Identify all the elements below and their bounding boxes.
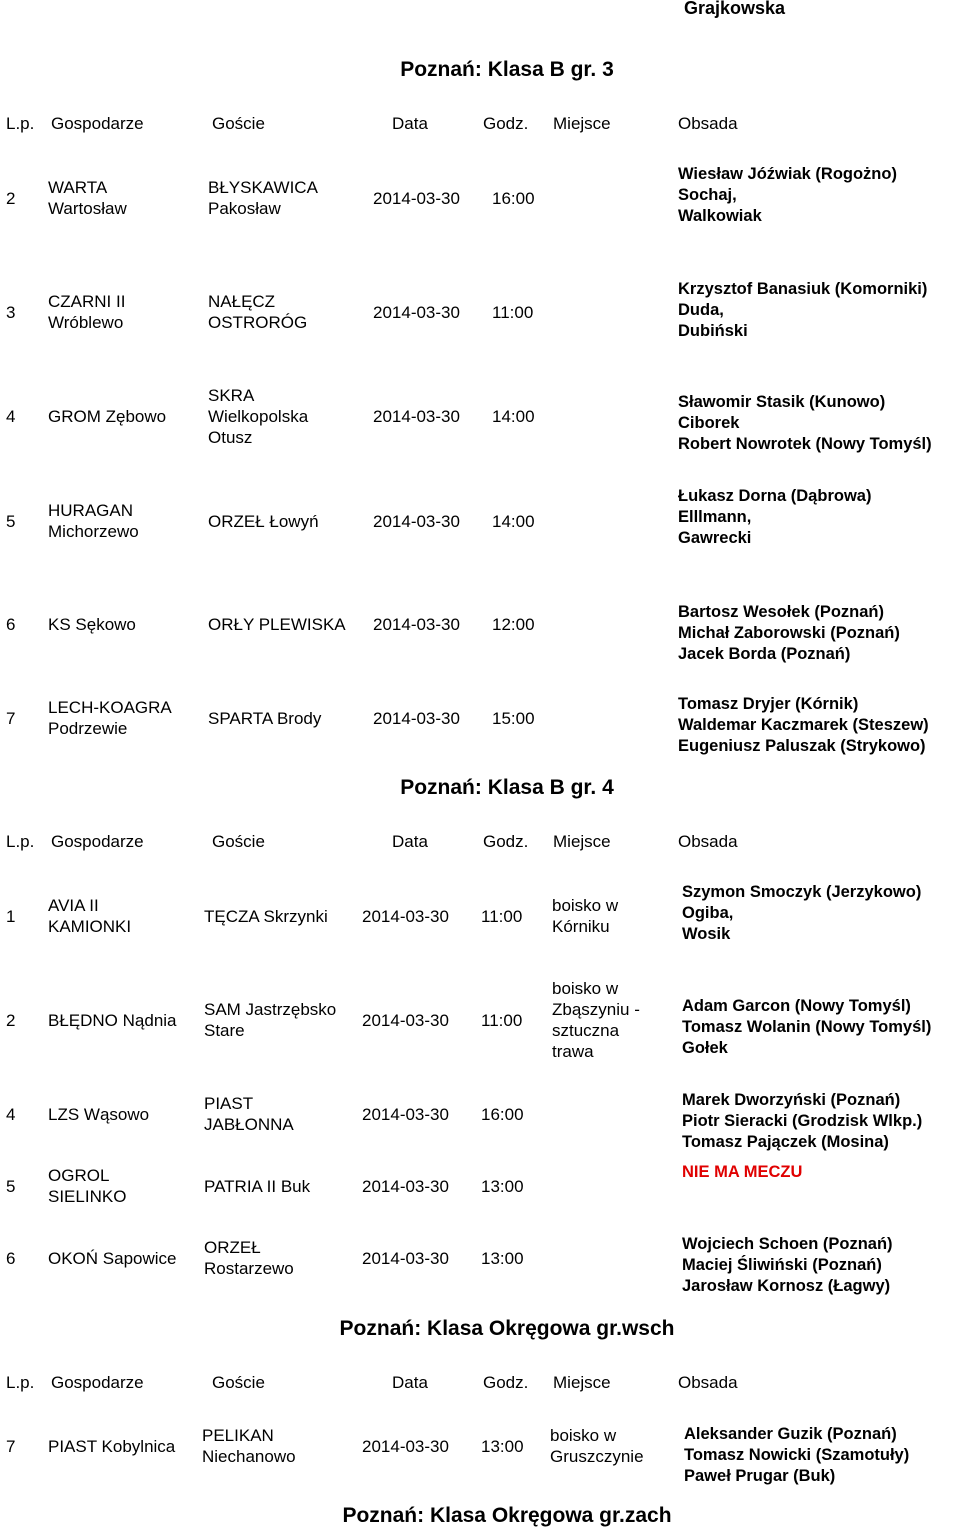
away-team: OSTRORÓG (208, 313, 308, 332)
referee: Tomasz Nowicki (Szamotuły) (684, 1445, 910, 1464)
match-venue: Gruszczynie (550, 1447, 644, 1466)
referee: Ciborek (678, 413, 740, 432)
section-title: Poznań: Klasa B gr. 3 (400, 58, 614, 81)
referee: Michał Zaborowski (Poznań) (678, 623, 900, 642)
referee: Aleksander Guzik (Poznań) (684, 1424, 897, 1443)
home-team: HURAGAN (48, 501, 134, 520)
match-time: 14:00 (492, 511, 535, 531)
match-number: 3 (6, 302, 16, 322)
match-date: 2014-03-30 (362, 1104, 449, 1124)
header-lp: L.p. (6, 832, 35, 851)
referee: Tomasz Pajączek (Mosina) (682, 1132, 889, 1151)
match-date: 2014-03-30 (362, 1176, 449, 1196)
referee: Jacek Borda (Poznań) (678, 644, 851, 663)
header-date: Data (392, 832, 428, 851)
match-date: 2014-03-30 (373, 302, 460, 322)
match-time: 13:00 (481, 1248, 524, 1268)
away-team: SAM Jastrzębsko (204, 1000, 337, 1019)
referee: Gawrecki (678, 528, 752, 547)
away-team: TĘCZA Skrzynki (204, 906, 328, 926)
match-venue: trawa (552, 1042, 594, 1061)
referee: Jarosław Kornosz (Łagwy) (682, 1276, 891, 1295)
away-team: Wielkopolska (208, 406, 309, 426)
away-team: PIAST (204, 1094, 254, 1113)
referee: Ogiba, (682, 903, 734, 922)
header-place: Miejsce (553, 114, 611, 133)
header-time: Godz. (483, 1373, 529, 1392)
referee: Adam Garcon (Nowy Tomyśl) (682, 996, 911, 1015)
referee: Krzysztof Banasiuk (Komorniki) (678, 279, 928, 298)
match-number: 4 (6, 406, 16, 426)
referee: Eugeniusz Paluszak (Strykowo) (678, 736, 926, 755)
referee: Wosik (682, 924, 731, 943)
match-number: 2 (6, 1010, 16, 1030)
referee: Elllmann, (678, 507, 752, 526)
match-date: 2014-03-30 (362, 1010, 449, 1030)
header-date: Data (392, 114, 428, 133)
away-team: PATRIA II Buk (204, 1176, 311, 1196)
referee: Szymon Smoczyk (Jerzykowo) (682, 882, 922, 901)
referee: Duda, (678, 300, 724, 319)
away-team: SKRA (208, 385, 255, 405)
match-date: 2014-03-30 (373, 188, 460, 208)
away-team: NAŁĘCZ (208, 292, 276, 311)
referee: Dubiński (678, 321, 748, 340)
match-number: 5 (6, 1176, 16, 1196)
match-time: 11:00 (492, 302, 534, 322)
match-time: 16:00 (492, 188, 535, 208)
match-time: 14:00 (492, 406, 535, 426)
home-team: CZARNI II (48, 292, 126, 311)
header-away: Goście (212, 114, 265, 133)
header-referees: Obsada (678, 114, 738, 133)
away-team: Stare (204, 1021, 245, 1040)
header-time: Godz. (483, 114, 529, 133)
away-team: Otusz (208, 427, 253, 447)
home-team: PIAST Kobylnica (48, 1436, 176, 1456)
header-home: Gospodarze (51, 832, 144, 851)
match-date: 2014-03-30 (373, 511, 460, 531)
referee: Walkowiak (678, 206, 762, 225)
referee: Tomasz Dryjer (Kórnik) (678, 694, 859, 713)
referee: Wojciech Schoen (Poznań) (682, 1234, 893, 1253)
away-team: JABŁONNA (204, 1115, 294, 1134)
home-team: SIELINKO (48, 1187, 127, 1206)
header-home: Gospodarze (51, 1373, 144, 1392)
top-name: Grajkowska (684, 0, 786, 18)
match-date: 2014-03-30 (373, 406, 460, 426)
match-venue: sztuczna (552, 1021, 620, 1040)
referee: Gołek (682, 1038, 728, 1057)
header-away: Goście (212, 1373, 265, 1392)
referee: Piotr Sieracki (Grodzisk Wlkp.) (682, 1111, 923, 1130)
header-referees: Obsada (678, 1373, 738, 1392)
match-date: 2014-03-30 (373, 614, 460, 634)
match-venue: boisko w (552, 896, 619, 915)
match-time: 16:00 (481, 1104, 524, 1124)
home-team: OGROL (48, 1166, 110, 1185)
referee: Bartosz Wesołek (Poznań) (678, 602, 884, 621)
home-team: Wróblewo (48, 313, 124, 332)
home-team: GROM Zębowo (48, 406, 167, 426)
away-team: ORZEŁ Łowyń (208, 511, 319, 531)
match-venue: boisko w (552, 979, 619, 998)
match-date: 2014-03-30 (362, 906, 449, 926)
match-time: 13:00 (481, 1436, 524, 1456)
match-time: 12:00 (492, 614, 535, 634)
referee: Maciej Śliwiński (Poznań) (682, 1255, 882, 1274)
away-team: Rostarzewo (204, 1259, 294, 1278)
header-date: Data (392, 1373, 428, 1392)
referee: Robert Nowrotek (Nowy Tomyśl) (678, 434, 932, 453)
header-time: Godz. (483, 832, 529, 851)
header-place: Miejsce (553, 1373, 611, 1392)
away-team: BŁYSKAWICA (208, 178, 318, 197)
match-time: 11:00 (481, 906, 523, 926)
match-number: 4 (6, 1104, 16, 1124)
home-team: OKOŃ Sapowice (48, 1248, 177, 1268)
away-team: PELIKAN (202, 1426, 274, 1445)
match-time: 13:00 (481, 1176, 524, 1196)
home-team: KS Sękowo (48, 614, 136, 634)
match-number: 2 (6, 188, 16, 208)
match-number: 1 (6, 906, 16, 926)
match-number: 5 (6, 511, 16, 531)
away-team: SPARTA Brody (208, 708, 322, 728)
home-team: AVIA II (48, 896, 99, 915)
referee: Marek Dworzyński (Poznań) (682, 1090, 901, 1109)
match-venue: Kórniku (552, 917, 610, 936)
match-number: 6 (6, 1248, 16, 1268)
home-team: Wartosław (48, 199, 127, 218)
match-venue: Zbąszyniu - (552, 1000, 640, 1019)
section-title: Poznań: Klasa Okręgowa gr.zach (342, 1504, 672, 1527)
header-lp: L.p. (6, 114, 35, 133)
home-team: WARTA (48, 178, 108, 197)
away-team: ORŁY PLEWISKA (208, 614, 346, 634)
home-team: LECH-KOAGRA (48, 698, 172, 717)
match-date: 2014-03-30 (362, 1248, 449, 1268)
match-date: 2014-03-30 (362, 1436, 449, 1456)
no-match-notice: NIE MA MECZU (682, 1162, 803, 1181)
referee: Paweł Prugar (Buk) (684, 1466, 836, 1485)
section-title: Poznań: Klasa Okręgowa gr.wsch (339, 1317, 675, 1340)
match-date: 2014-03-30 (373, 708, 460, 728)
header-place: Miejsce (553, 832, 611, 851)
header-referees: Obsada (678, 832, 738, 851)
match-number: 7 (6, 1436, 16, 1456)
referee: Wiesław Jóźwiak (Rogożno) (678, 164, 897, 183)
match-number: 7 (6, 708, 16, 728)
away-team: ORZEŁ (204, 1238, 261, 1257)
home-team: KAMIONKI (48, 917, 132, 936)
referee: Łukasz Dorna (Dąbrowa) (678, 486, 872, 505)
section-title: Poznań: Klasa B gr. 4 (400, 776, 614, 799)
referee: Tomasz Wolanin (Nowy Tomyśl) (682, 1017, 932, 1036)
away-team: Pakosław (208, 199, 281, 218)
header-home: Gospodarze (51, 114, 144, 133)
header-lp: L.p. (6, 1373, 35, 1392)
match-venue: boisko w (550, 1426, 617, 1445)
referee: Sochaj, (678, 185, 737, 204)
match-time: 11:00 (481, 1010, 523, 1030)
match-time: 15:00 (492, 708, 535, 728)
header-away: Goście (212, 832, 265, 851)
match-number: 6 (6, 614, 16, 634)
away-team: Niechanowo (202, 1447, 296, 1466)
referee: Sławomir Stasik (Kunowo) (678, 392, 886, 411)
home-team: LZS Wąsowo (48, 1104, 150, 1124)
home-team: BŁĘDNO Nądnia (48, 1010, 177, 1030)
home-team: Podrzewie (48, 719, 128, 738)
referee: Waldemar Kaczmarek (Steszew) (678, 715, 929, 734)
home-team: Michorzewo (48, 522, 139, 541)
